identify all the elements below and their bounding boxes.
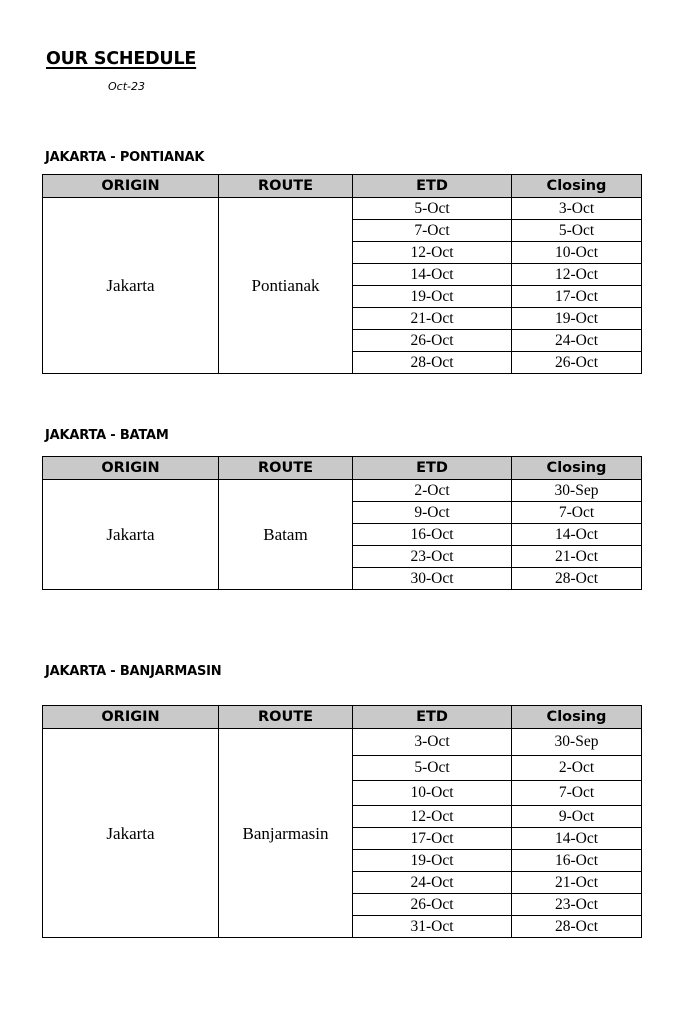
etd-cell: 17-Oct — [353, 828, 512, 850]
closing-cell: 21-Oct — [512, 872, 642, 894]
column-header-route: ROUTE — [219, 175, 353, 198]
etd-cell: 12-Oct — [353, 806, 512, 828]
section-title-batam: JAKARTA - BATAM — [45, 428, 169, 443]
column-header-etd: ETD — [353, 457, 512, 480]
etd-cell: 26-Oct — [353, 894, 512, 916]
table-row — [43, 480, 642, 502]
etd-cell: 26-Oct — [353, 330, 512, 352]
closing-cell: 16-Oct — [512, 850, 642, 872]
etd-cell: 24-Oct — [353, 872, 512, 894]
closing-cell: 3-Oct — [512, 198, 642, 220]
column-header-route: ROUTE — [219, 457, 353, 480]
closing-cell: 24-Oct — [512, 330, 642, 352]
closing-cell: 23-Oct — [512, 894, 642, 916]
etd-cell: 9-Oct — [353, 502, 512, 524]
schedule-table-batam — [42, 456, 642, 590]
closing-cell: 17-Oct — [512, 286, 642, 308]
closing-cell: 30-Sep — [512, 729, 642, 756]
etd-cell: 16-Oct — [353, 524, 512, 546]
etd-cell: 19-Oct — [353, 286, 512, 308]
etd-cell: 30-Oct — [353, 568, 512, 590]
origin-cell: Jakarta — [43, 480, 219, 590]
etd-cell: 3-Oct — [353, 729, 512, 756]
etd-cell: 5-Oct — [353, 756, 512, 781]
schedule-period: Oct-23 — [108, 80, 145, 93]
table-row — [43, 198, 642, 220]
column-header-route: ROUTE — [219, 706, 353, 729]
closing-cell: 10-Oct — [512, 242, 642, 264]
column-header-etd: ETD — [353, 175, 512, 198]
etd-cell: 10-Oct — [353, 781, 512, 806]
table-row — [43, 729, 642, 756]
closing-cell: 2-Oct — [512, 756, 642, 781]
section-title-banjarmasin: JAKARTA - BANJARMASIN — [45, 664, 222, 679]
column-header-closing: Closing — [512, 457, 642, 480]
route-cell: Banjarmasin — [219, 729, 353, 938]
column-header-closing: Closing — [512, 706, 642, 729]
table-header-row — [43, 175, 642, 198]
closing-cell: 19-Oct — [512, 308, 642, 330]
closing-cell: 5-Oct — [512, 220, 642, 242]
closing-cell: 28-Oct — [512, 916, 642, 938]
section-title-pontianak: JAKARTA - PONTIANAK — [45, 150, 205, 165]
closing-cell: 14-Oct — [512, 828, 642, 850]
etd-cell: 28-Oct — [353, 352, 512, 374]
route-cell: Pontianak — [219, 198, 353, 374]
etd-cell: 19-Oct — [353, 850, 512, 872]
closing-cell: 21-Oct — [512, 546, 642, 568]
table-header-row — [43, 457, 642, 480]
closing-cell: 7-Oct — [512, 781, 642, 806]
origin-cell: Jakarta — [43, 729, 219, 938]
table-header-row — [43, 706, 642, 729]
route-cell: Batam — [219, 480, 353, 590]
column-header-origin: ORIGIN — [43, 457, 219, 480]
column-header-origin: ORIGIN — [43, 175, 219, 198]
page-title: OUR SCHEDULE — [46, 49, 197, 69]
etd-cell: 31-Oct — [353, 916, 512, 938]
etd-cell: 2-Oct — [353, 480, 512, 502]
column-header-closing: Closing — [512, 175, 642, 198]
origin-cell: Jakarta — [43, 198, 219, 374]
closing-cell: 30-Sep — [512, 480, 642, 502]
column-header-origin: ORIGIN — [43, 706, 219, 729]
closing-cell: 12-Oct — [512, 264, 642, 286]
closing-cell: 7-Oct — [512, 502, 642, 524]
etd-cell: 12-Oct — [353, 242, 512, 264]
closing-cell: 28-Oct — [512, 568, 642, 590]
etd-cell: 14-Oct — [353, 264, 512, 286]
schedule-table-banjarmasin — [42, 705, 642, 938]
closing-cell: 26-Oct — [512, 352, 642, 374]
closing-cell: 14-Oct — [512, 524, 642, 546]
etd-cell: 23-Oct — [353, 546, 512, 568]
schedule-table-pontianak — [42, 174, 642, 374]
etd-cell: 7-Oct — [353, 220, 512, 242]
etd-cell: 21-Oct — [353, 308, 512, 330]
etd-cell: 5-Oct — [353, 198, 512, 220]
closing-cell: 9-Oct — [512, 806, 642, 828]
column-header-etd: ETD — [353, 706, 512, 729]
